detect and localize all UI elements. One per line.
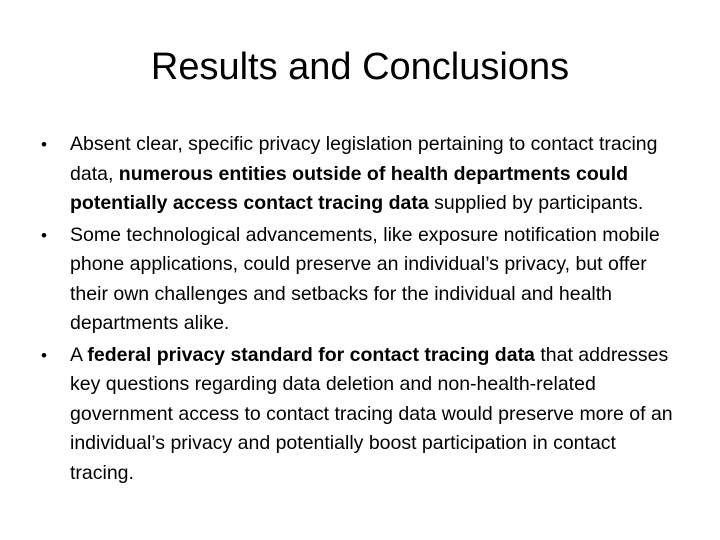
bullet-text-plain: that addresses key questions regarding data deletion and non-health-related government access to contact tracing data would preserve more of an individual’s privacy and potentially boost participation in contact tracing.	[70, 343, 673, 484]
bullet-dot-icon: •	[41, 135, 47, 154]
bullet-text-plain: A	[70, 343, 88, 366]
bullet-text-bold: federal privacy standard for contact tracing data	[87, 343, 535, 366]
bullet-text-plain: Absent clear, specific privacy legislation pertaining to contact tracing data,	[70, 133, 658, 185]
slide-title: Results and Conclusions	[150, 46, 570, 88]
bullet-item-1	[40, 130, 680, 219]
bullet-dot-icon: •	[41, 225, 47, 245]
bullet-text-plain: Some technological advancements, like exposure notification mobile phone applications, could preserve an individual’s privacy, but offer their own challenges and setbacks for the individual and health departments alike.	[70, 223, 660, 334]
bullet-item-2	[40, 221, 680, 339]
bullet-dot-icon: •	[41, 345, 47, 365]
bullet-item-3	[40, 341, 680, 489]
bullet-text-plain: supplied by participants.	[428, 192, 644, 214]
bullet-text-bold: numerous entities outside of health departments could potentially access contact tracing data	[70, 162, 629, 214]
bullet-list	[40, 130, 680, 490]
